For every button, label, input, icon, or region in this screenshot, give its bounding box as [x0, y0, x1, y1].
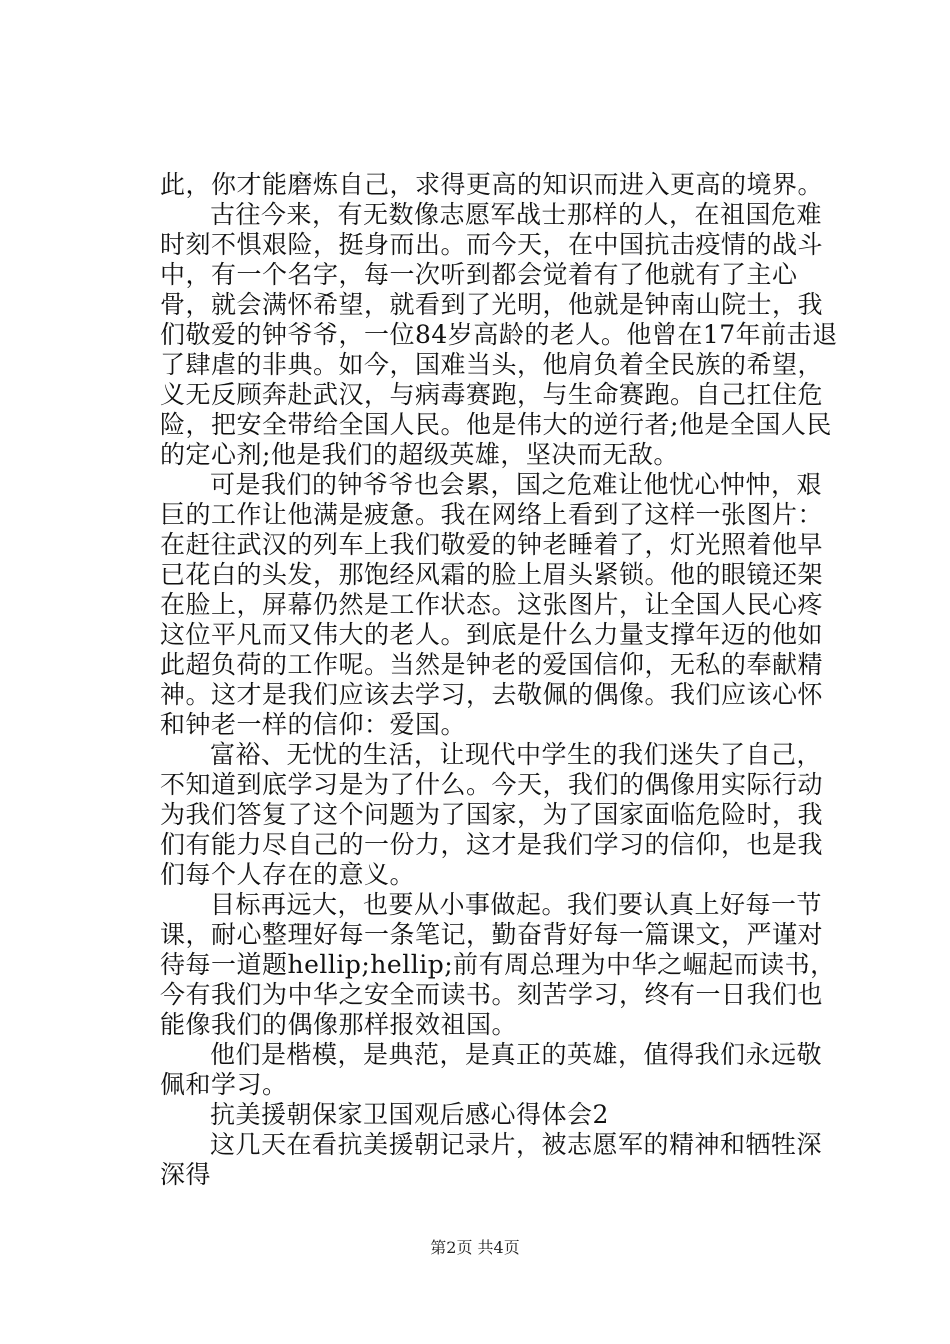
section-heading: 抗美援朝保家卫国观后感心得体会2 [210, 1100, 609, 1129]
paragraph-role-models: 他们是楷模，是典范，是真正的英雄，值得我们永远敬佩和学习。 [160, 1040, 823, 1099]
paragraph-students: 富裕、无忧的生活，让现代中学生的我们迷失了自己，不知道到底学习是为了什么。今天，我们的偶像用实际行动为我们答复了这个问题为了国家，为了国家面临危险时，我们有能力尽自己的一份力，这才是我们学习的信仰，也是我们每个人存在的意义。 [160, 740, 824, 889]
page-footer: 第2页 共4页 [430, 1238, 520, 1257]
paragraph-zhong-tired: 可是我们的钟爷爷也会累，国之危难让他忧心忡忡，艰巨的工作让他满是疲惫。我在网络上看到了这样一张图片：在赶往武汉的列车上我们敬爱的钟老睡着了，灯光照着他早已花白的头发，那饱经风霜的脸上眉头紧锁。他的眼镜还架在脸上，屏幕仍然是工作状态。这张图片，让全国人民心疼这位平凡而又伟大的老人。到底是什么力量支撑年迈的他如此超负荷的工作呢。当然是钟老的爱国信仰，无私的奉献精神。这才是我们应该去学习，去敬佩的偶像。我们应该心怀和钟老一样的信仰：爱国。 [160, 470, 824, 739]
paragraph-continuation: 此，你才能磨炼自己，求得更高的知识而进入更高的境界。 [160, 170, 824, 199]
paragraph-documentary: 这几天在看抗美援朝记录片，被志愿军的精神和牺牲深深得 [160, 1130, 823, 1189]
paragraph-zhong-nanshan: 古往今来，有无数像志愿军战士那样的人，在祖国危难时刻不惧艰险，挺身而出。而今天，在中国抗击疫情的战斗中，有一个名字，每一次听到都会觉着有了他就有了主心骨，就会满怀希望，就看到了光明，他就是钟南山院士，我们敬爱的钟爷爷，一位84岁高龄的老人。他曾在17年前击退了肆虐的非典。如今，国难当头，他肩负着全民族的希望，义无反顾奔赴武汉，与病毒赛跑，与生命赛跑。自己扛住危险，把安全带给全国人民。他是伟大的逆行者;他是全国人民的定心剂;他是我们的超级英雄，坚决而无敌。 [160, 200, 838, 469]
paragraph-goals: 目标再远大，也要从小事做起。我们要认真上好每一节课，耐心整理好每一条笔记，勤奋背好每一篇课文，严谨对待每一道题hellip;hellip;前有周总理为中华之崛起而读书，今有我们为中华之安全而读书。刻苦学习，终有一日我们也能像我们的偶像那样报效祖国。 [160, 890, 836, 1039]
document-body [160, 170, 840, 1190]
